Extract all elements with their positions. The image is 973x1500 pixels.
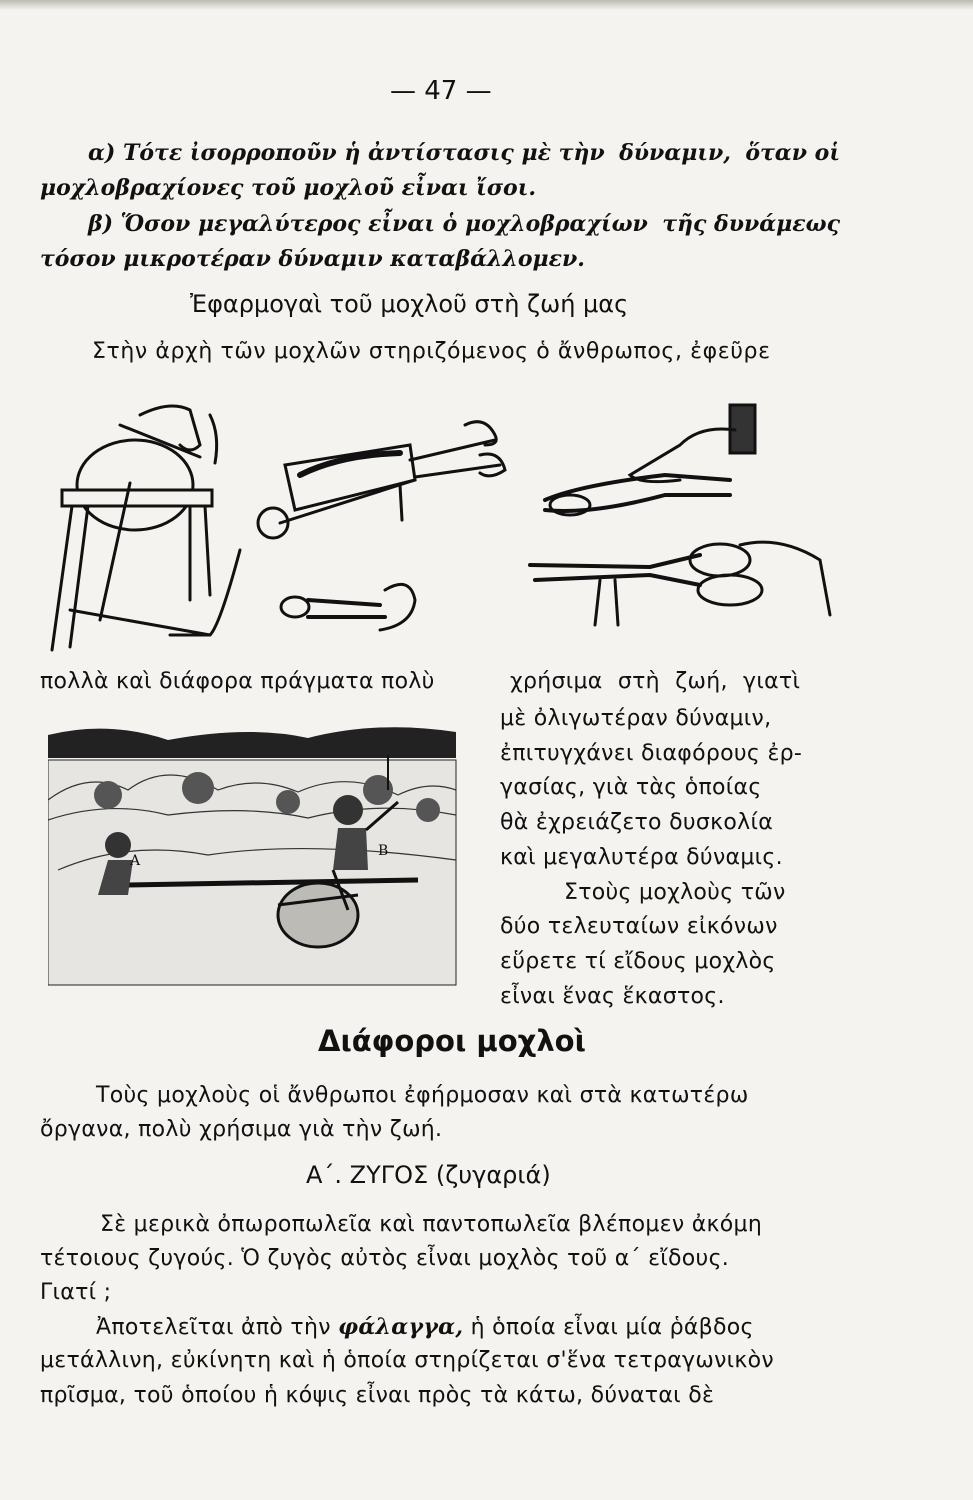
rule-a-text: δύναμιν,	[619, 140, 731, 166]
wrapped-line: μὲ ὀλιγωτέραν δύναμιν,	[500, 706, 772, 731]
rule-a-line2: μοχλοβραχίονες τοῦ μοχλοῦ εἶναι ἴσοι.	[40, 175, 537, 201]
page-top-edge	[0, 0, 973, 10]
paragraph-line	[92, 339, 840, 364]
paragraph-text: Σὲ μερικὰ ὀπωροπωλεῖα καὶ παντοπωλεῖα βλέπομεν ἀκόμη	[100, 1212, 763, 1237]
rule-b-text: τῆς δυνάμεως	[662, 211, 840, 237]
seesaw-illustration	[48, 720, 458, 990]
section-heading-applications: Ἐφαρμογαὶ τοῦ μοχλοῦ στὴ ζωή μας	[190, 290, 629, 318]
wrapped-line: δύο τελευταίων εἰκόνων	[500, 914, 778, 940]
paragraph-text: Τοὺς μοχλοὺς οἱ ἄνθρωποι ἐφήρμοσαν καὶ στὰ κατωτέρω	[96, 1083, 749, 1108]
page-number: — 47 —	[390, 76, 492, 106]
paragraph-text: μετάλλινη, εὐκίνητη καὶ ἡ ὁποία στηρίζεται σ'ἕνα τετραγωνικὸν	[40, 1348, 775, 1373]
wrapped-line: εἶναι ἕνας ἕκαστος.	[500, 983, 725, 1009]
wrapped-line: θὰ ἐχρειάζετο δυσκολία	[500, 810, 774, 836]
wrapped-line: καὶ μεγαλυτέρα δύναμις.	[500, 844, 783, 870]
rule-a-line1	[88, 140, 840, 166]
section-heading-scale: Α΄. ΖΥΓΟΣ (ζυγαριά)	[306, 1161, 551, 1189]
wrapped-line: γασίας, γιὰ τὰς ὁποίας	[500, 775, 762, 801]
seesaw-label-b: Β	[378, 843, 389, 859]
seesaw-label-a: Α	[130, 853, 141, 869]
paragraph-line	[96, 1314, 754, 1340]
seesaw-drawing	[48, 720, 458, 990]
rule-a-text: α) Τότε ἰσορροποῦν ἡ ἀντίστασις μὲ τὴν	[88, 140, 605, 166]
paragraph-text: πολλὰ καὶ διάφορα πράγματα πολὺ	[40, 669, 435, 694]
paragraph-text: Στὴν ἀρχὴ τῶν μοχλῶν στηριζόμενος ὁ ἄνθρωπος, ἐφεῦρε	[92, 339, 771, 364]
section-heading-various-levers: Διάφοροι μοχλοὶ	[318, 1024, 586, 1058]
paragraph-text: τέτοιους ζυγούς. Ὁ ζυγὸς αὐτὸς εἶναι μοχλὸς τοῦ α΄ εἴδους.	[40, 1246, 730, 1271]
emphasis-term: φάλαγγα,	[338, 1314, 464, 1340]
rule-b-line2: τόσον μικροτέραν δύναμιν καταβάλλομεν.	[40, 246, 585, 272]
wrapped-text-column	[500, 702, 840, 1014]
paragraph-text: ἡ ὁποία εἶναι μία ῥάβδος	[470, 1315, 754, 1340]
paragraph-text: χρήσιμα στὴ ζωή, γιατὶ	[510, 669, 801, 694]
tools-drawing	[40, 385, 850, 660]
wrapped-line: ἐπιτυγχάνει διαφόρους ἐρ-	[500, 740, 803, 766]
wrapped-line: Στοὺς μοχλοὺς τῶν	[564, 879, 786, 905]
paragraph-text: Ἀποτελεῖται ἀπὸ τὴν	[96, 1315, 331, 1340]
tools-illustration	[40, 385, 850, 660]
paragraph-text: πρῖσμα, τοῦ ὁποίου ἡ κόψις εἶναι πρὸς τὰ κάτω, δύναται δὲ	[40, 1383, 715, 1408]
wrapped-line: εὕρετε τί εἴδους μοχλὸς	[500, 948, 776, 974]
paragraph-text: Γιατί ;	[40, 1280, 112, 1305]
rule-a-text: ὅταν οἱ	[745, 140, 840, 166]
rule-b-text: β) Ὅσον μεγαλύτερος εἶναι ὁ μοχλοβραχίων	[88, 211, 648, 237]
paragraph-line	[510, 669, 840, 694]
paragraph-text: ὄργανα, πολὺ χρήσιμα γιὰ τὴν ζωή.	[40, 1117, 443, 1142]
rule-b-line1	[88, 211, 840, 237]
